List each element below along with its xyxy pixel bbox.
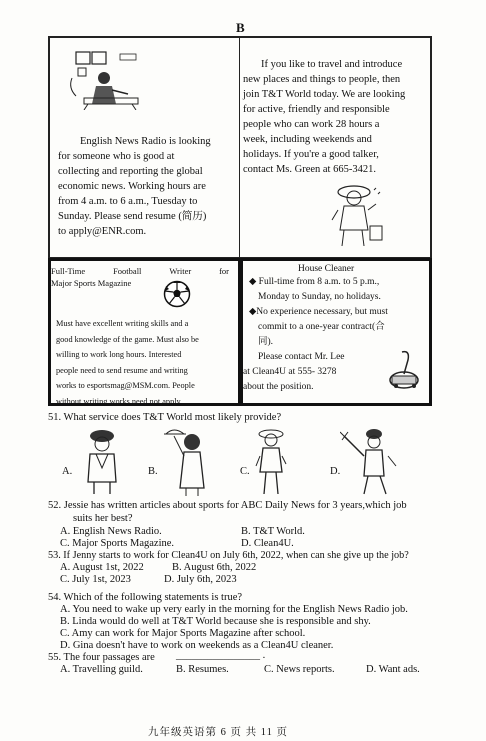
- vacuum-cleaner-icon: [382, 350, 427, 390]
- q51-option-a-label: A.: [62, 466, 73, 477]
- tt-ad-line: new places and things to people, then: [243, 74, 401, 85]
- heading-word: Writer: [169, 266, 192, 276]
- q55-option-c: C. News reports.: [264, 664, 335, 675]
- fulltime-ad-line: people need to send resume and writing: [56, 365, 188, 375]
- question-54: 54. Which of the following statements is true?: [48, 592, 243, 603]
- q52-option-a: A. English News Radio.: [60, 526, 162, 537]
- q53-option-a: A. August 1st, 2022: [60, 562, 144, 573]
- cleaner-ad-line: commit to a one-year contract(合: [258, 322, 385, 332]
- cleaner-ad-line: at Clean4U at 555- 3278: [243, 367, 337, 377]
- cleaner-ad-line: about the position.: [243, 382, 314, 392]
- cleaner-ad-line: ◆No experience necessary, but must: [249, 307, 388, 317]
- q51-option-b-waitress-image: [162, 426, 212, 498]
- cleaner-ad-line: Monday to Sunday, no holidays.: [258, 292, 381, 302]
- q51-option-a-pilot-image: [82, 426, 122, 498]
- heading-word: Full-Time: [51, 266, 86, 276]
- fulltime-ad-heading: [51, 265, 229, 289]
- radio-ad-line: Sunday. Please send resume (简历): [58, 211, 207, 222]
- question-53: 53. If Jenny starts to work for Clean4U on July 6th, 2022, when can she give up the job?: [48, 550, 409, 561]
- fulltime-ad-line: without writing works need not apply.: [56, 396, 183, 406]
- tt-ad-line: join T&T World today. We are looking: [243, 89, 406, 100]
- q54-option-c: C. Amy can work for Major Sports Magazine after school.: [60, 628, 306, 639]
- radio-ad-text: [58, 134, 230, 239]
- question-52-cont: suits her best?: [73, 513, 133, 524]
- q55-answer-blank: ________________ .: [176, 650, 266, 661]
- tour-guide-illustration: [330, 180, 385, 250]
- page-footer: 九年级英语第 6 页 共 11 页: [148, 727, 288, 738]
- question-55: 55. The four passages are: [48, 652, 155, 663]
- tt-world-ad-text: [243, 57, 415, 177]
- tt-ad-line: contact Ms. Green at 665-3421.: [243, 164, 376, 175]
- radio-announcer-illustration: [66, 48, 156, 110]
- radio-ad-line: economic news. Working hours are: [58, 181, 206, 192]
- q53-option-b: B. August 6th, 2022: [172, 562, 257, 573]
- q54-option-d: D. Gina doesn't have to work on weekends as a Clean4U cleaner.: [60, 640, 334, 651]
- cleaner-ad-line: Please contact Mr. Lee: [258, 352, 345, 362]
- tt-ad-line: holidays. If you're a good talker,: [243, 149, 379, 160]
- q54-option-b: B. Linda would do well at T&T World because she is responsible and shy.: [60, 616, 371, 627]
- q52-option-d: D. Clean4U.: [241, 538, 294, 549]
- tt-ad-line: people who can work 28 hours a: [243, 119, 380, 130]
- q53-option-c: C. July 1st, 2023: [60, 574, 131, 585]
- q53-option-d: D. July 6th, 2023: [164, 574, 237, 585]
- section-label: B: [236, 20, 245, 35]
- q52-option-b: B. T&T World.: [241, 526, 305, 537]
- heading-line-2: Major Sports Magazine: [51, 278, 132, 288]
- tt-ad-line: If you like to travel and introduce: [261, 59, 403, 70]
- heading-word: Football: [113, 266, 142, 276]
- radio-ad-line: to apply@ENR.com.: [58, 226, 147, 237]
- cleaner-ad-line: ◆ Full-time from 8 a.m. to 5 p.m.,: [249, 277, 380, 287]
- q52-option-c: C. Major Sports Magazine.: [60, 538, 175, 549]
- q55-option-d: D. Want ads.: [366, 664, 420, 675]
- q51-option-c-label: C.: [240, 466, 250, 477]
- q55-option-b: B. Resumes.: [176, 664, 229, 675]
- q55-option-a: A. Travelling guild.: [60, 664, 143, 675]
- tt-ad-line: for active, friendly and responsible: [243, 104, 390, 115]
- radio-ad-line: English News Radio is looking: [80, 136, 211, 147]
- football-icon: [163, 280, 191, 308]
- q51-option-b-label: B.: [148, 466, 158, 477]
- fulltime-ad-body: [56, 316, 226, 409]
- radio-ad-line: from 4 a.m. to 6 a.m., Tuesday to: [58, 196, 198, 207]
- cleaner-ad-title: House Cleaner: [298, 264, 355, 274]
- radio-ad-line: collecting and reporting the global: [58, 166, 203, 177]
- q51-option-c-guide-image: [254, 426, 288, 498]
- fulltime-ad-line: willing to work long hours. Interested: [56, 350, 182, 359]
- cleaner-ad-line: 同).: [258, 337, 274, 347]
- q54-option-a: A. You need to wake up very early in the morning for the English News Radio job.: [60, 604, 408, 615]
- fulltime-ad-line: good knowledge of the game. Must also be: [56, 334, 199, 344]
- heading-word: for: [219, 266, 229, 276]
- fulltime-ad-line: Must have excellent writing skills and a: [56, 319, 189, 328]
- question-51: 51. What service does T&T World most likely provide?: [48, 412, 282, 423]
- tt-ad-line: week, including weekends and: [243, 134, 372, 145]
- fulltime-ad-line: works to esportsmag@MSM.com. People: [56, 381, 195, 390]
- question-52: 52. Jessie has written articles about sports for ABC Daily News for 3 years,which job: [48, 500, 407, 511]
- grid-divider-vertical: [239, 36, 240, 258]
- q51-option-d-label: D.: [330, 466, 341, 477]
- q51-option-d-worker-image: [340, 426, 400, 498]
- radio-ad-line: for someone who is good at: [58, 151, 175, 162]
